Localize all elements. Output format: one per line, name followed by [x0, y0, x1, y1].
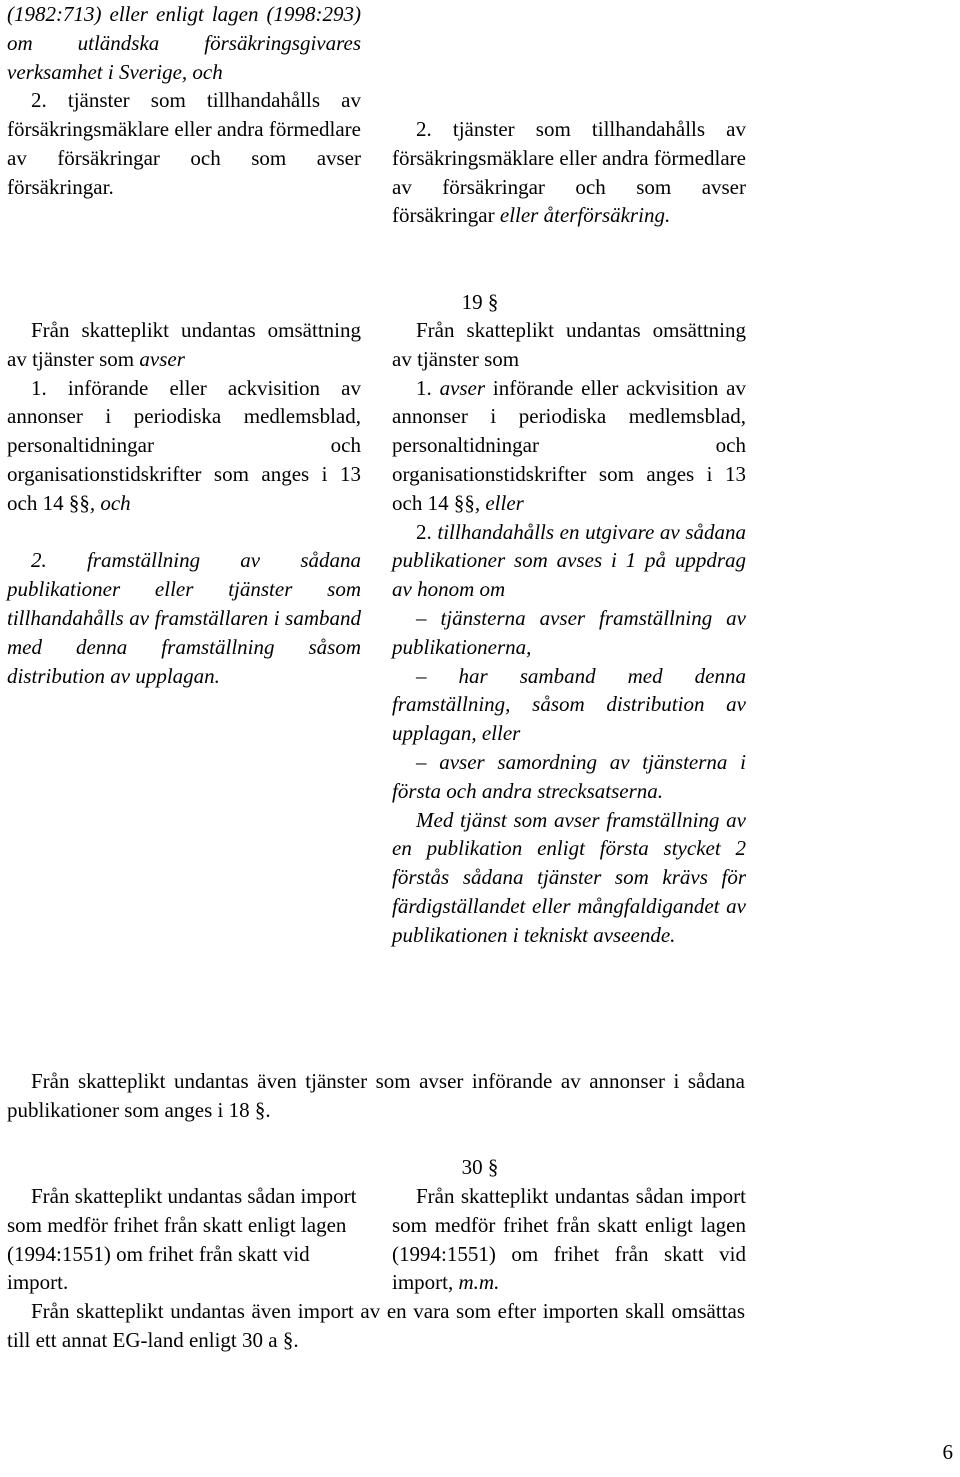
paragraph: Från skatteplikt undantas även import av en vara som efter importen skall omsättas till ett annat EG-land enligt 30 a §. — [7, 1299, 745, 1352]
list-item — [392, 374, 746, 518]
list-item — [392, 518, 746, 604]
dash-item: – tjänsterna avser framställning av publikationerna, — [392, 605, 746, 659]
amended-text: , och — [89, 490, 131, 515]
amended-text: avser — [139, 346, 185, 371]
text-run: 1. införande eller ackvisition av annonser i periodiska medlemsblad, personaltidningar och organisationstidskrifter som anges i 13 och 14 §§ — [7, 375, 361, 515]
left-column-30 — [7, 1182, 361, 1297]
left-column-19 — [7, 316, 361, 690]
dash-item: – har samband med denna framställning, såsom distribution av upplagan, eller — [392, 663, 746, 746]
text-run: 2. tjänster som tillhandahålls av försäkringsmäklare eller andra förmedlare av försäkringar och som avser försäkringar — [392, 117, 746, 228]
paragraph — [392, 115, 746, 230]
amended-text: , m.m. — [448, 1270, 500, 1295]
paragraph: Från skatteplikt undantas sådan import som medför frihet från skatt enligt lagen (1994:1551) om frihet från skatt vid import. — [7, 1184, 357, 1295]
paragraph: Med tjänst som avser framställning av en publikation enligt första stycket 2 förstås sådana tjänster som krävs för färdigställandet eller mångfaldigandet av publikationen i tekniskt avseende. — [392, 807, 746, 947]
full-width-paragraph — [7, 1067, 745, 1125]
amended-text: tillhandahålls en utgivare av sådana publikationer som avses i 1 på uppdrag av honom om — [392, 519, 746, 602]
list-item: 2. framställning av sådana publikationer eller tjänster som tillhandahålls av framställaren i samband med denna framställning såsom distribution av upplagan. — [7, 548, 361, 688]
page-number: 6 — [942, 1440, 953, 1464]
right-column-top — [392, 115, 746, 230]
paragraph — [7, 316, 361, 374]
left-column-top — [7, 0, 361, 202]
paragraph: Från skatteplikt undantas även tjänster som avser införande av annonser i sådana publikationer som anges i 18 §. — [7, 1069, 745, 1122]
text-run: Från skatteplikt undantas omsättning av tjänster som — [7, 318, 361, 371]
dash-item: – avser samordning av tjänsterna i första och andra strecksatserna. — [392, 749, 746, 803]
right-column-30 — [392, 1182, 746, 1297]
section-heading-30: 30 § — [461, 1155, 499, 1179]
paragraph — [392, 1182, 746, 1297]
amended-text: avser — [439, 375, 486, 400]
list-item — [7, 374, 361, 518]
full-width-paragraph — [7, 1297, 745, 1355]
text-run: Från skatteplikt undantas sådan import som medför frihet från skatt enligt lagen (1994:1551) om frihet från skatt vid import — [392, 1184, 746, 1295]
section-heading-19: 19 § — [461, 290, 499, 314]
right-column-19 — [392, 316, 746, 950]
amended-text: eller återförsäkring. — [499, 203, 671, 228]
paragraph: 2. tjänster som tillhandahålls av försäkringsmäklare eller andra förmedlare av försäkringar och som avser försäkringar. — [7, 88, 361, 199]
text-run: 2. — [416, 519, 438, 544]
text-run: 1. — [416, 375, 440, 400]
amended-text: , eller — [474, 490, 524, 515]
paragraph: (1982:713) eller enligt lagen (1998:293) om utländska försäkringsgivares verksamhet i Sverige, och — [7, 2, 361, 84]
text-run: införande eller ackvisition av annonser i periodiska medlemsblad, personaltidningar och organisationstidskrifter som anges i 13 och 14 §§ — [392, 375, 747, 515]
paragraph: Från skatteplikt undantas omsättning av tjänster som — [392, 318, 746, 371]
